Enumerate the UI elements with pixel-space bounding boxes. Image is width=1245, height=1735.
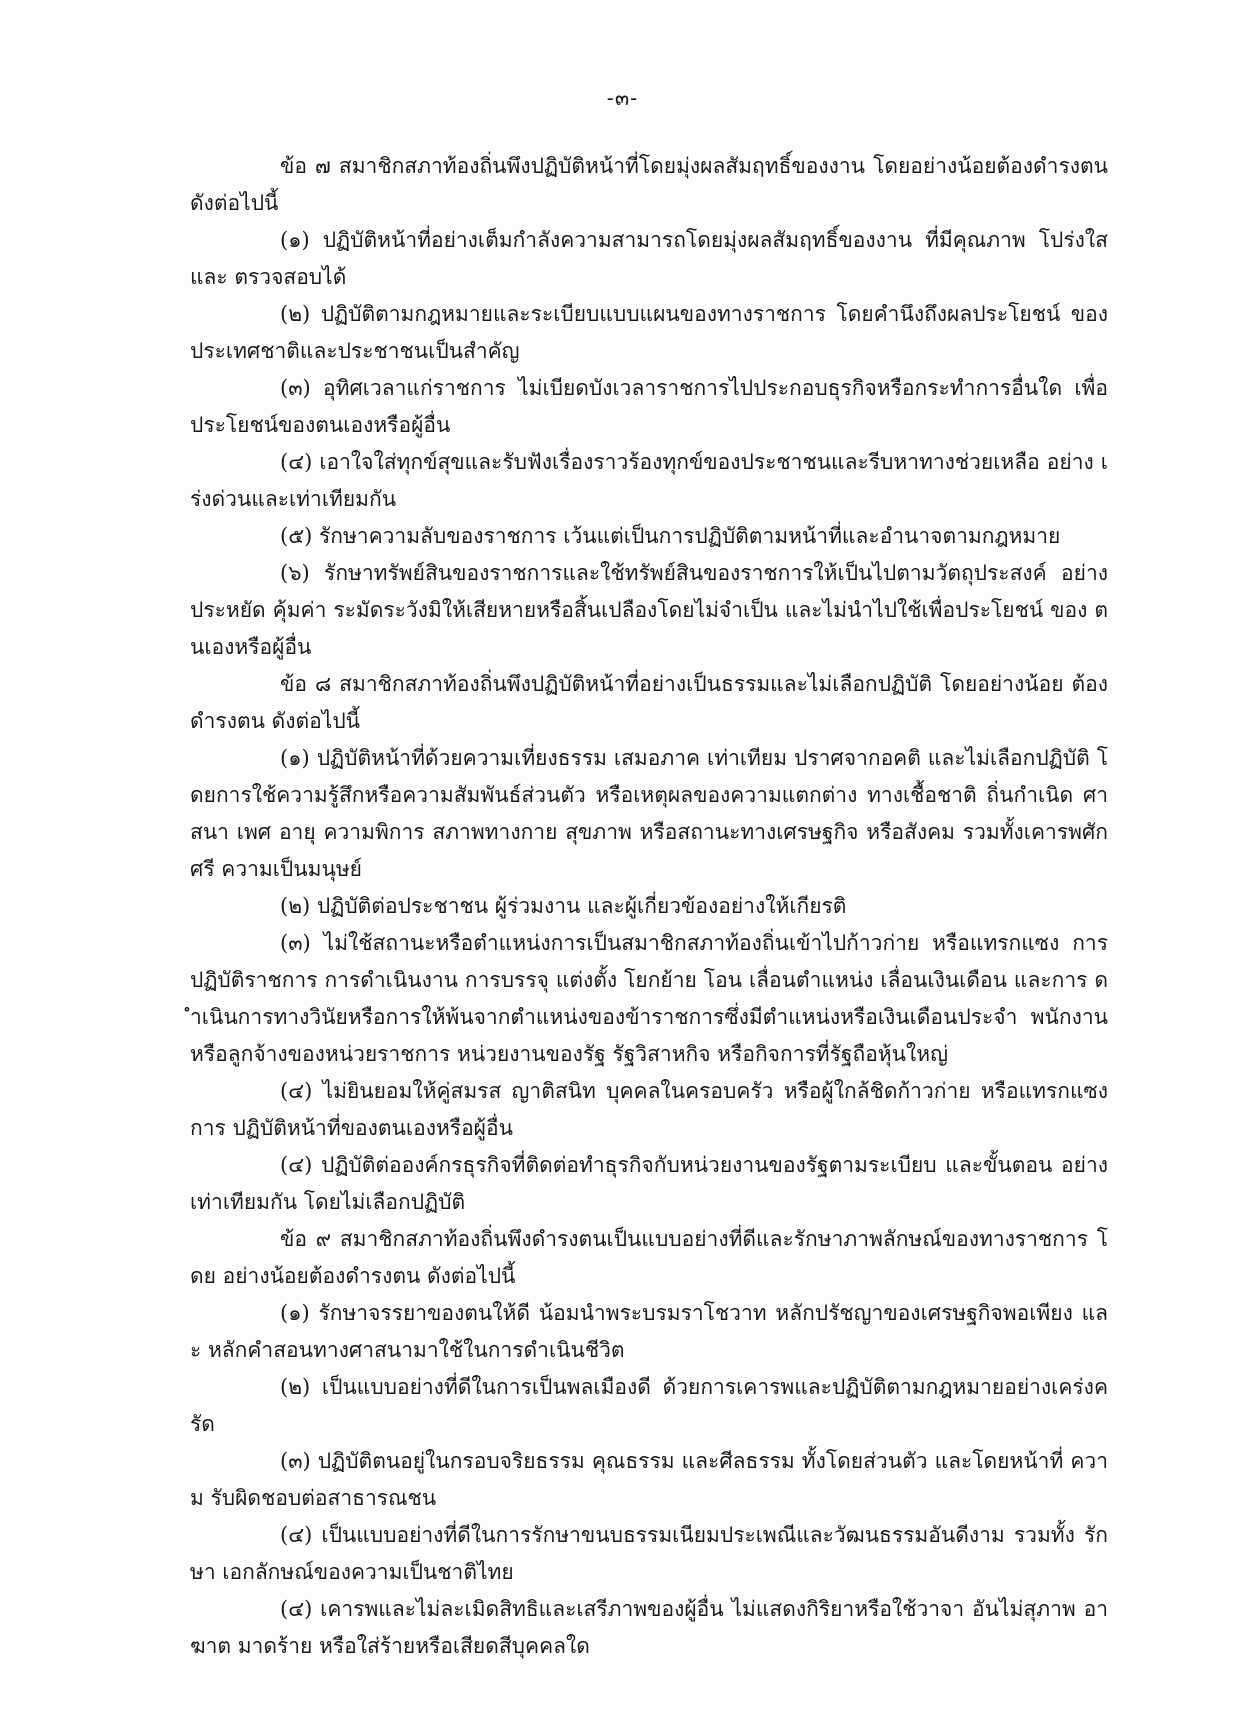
article-8-clause-2: (๒) ปฏิบัติต่อประชาชน ผู้ร่วมงาน และผู้เกี่ยวข้องอย่างให้เกียรติ (280, 894, 847, 918)
page-number: -๓- (606, 86, 639, 110)
article-9-clause-2: (๒) เป็นแบบอย่างที่ดีในการเป็นพลเมืองดี ด้วยการเคารพและปฏิบัติตามกฎหมายอย่างเคร่งครัด (190, 1375, 1108, 1436)
article-8-clause-4: (๔) ไม่ยินยอมให้คู่สมรส ญาติสนิท บุคคลในครอบครัว หรือผู้ใกล้ชิดก้าวก่าย หรือแทรกแซง การ ปฏิบัติหน้าที่ของตนเองหรือผู้อื่น (190, 1079, 1108, 1140)
article-7: ข้อ ๗ สมาชิกสภาท้องถิ่นพึงปฏิบัติหน้าที่โดยมุ่งผลสัมฤทธิ์ของงาน โดยอย่างน้อยต้องดำรงตน ดังต่อไปนี้ (190, 154, 1108, 215)
article-7-clause-3: (๓) อุทิศเวลาแก่ราชการ ไม่เบียดบังเวลาราชการไปประกอบธุรกิจหรือกระทำการอื่นใด เพื่อ ประโยชน์ของตนเองหรือผู้อื่น (190, 376, 1108, 437)
article-7-clause-1: (๑) ปฏิบัติหน้าที่อย่างเต็มกำลังความสามารถโดยมุ่งผลสัมฤทธิ์ของงาน ที่มีคุณภาพ โปร่งใส และ ตรวจสอบได้ (190, 228, 1108, 289)
article-7-clause-5: (๕) รักษาความลับของราชการ เว้นแต่เป็นการปฏิบัติตามหน้าที่และอำนาจตามกฎหมาย (280, 524, 1061, 548)
document-body (190, 148, 1108, 1665)
article-8: ข้อ ๘ สมาชิกสภาท้องถิ่นพึงปฏิบัติหน้าที่อย่างเป็นธรรมและไม่เลือกปฏิบัติ โดยอย่างน้อย ต้อง ดำรงตน ดังต่อไปนี้ (190, 672, 1108, 733)
article-9-clause-3: (๓) ปฏิบัติตนอยู่ในกรอบจริยธรรม คุณธรรม และศีลธรรม ทั้งโดยส่วนตัว และโดยหน้าที่ ความ รับผิดชอบต่อสาธารณชน (190, 1449, 1108, 1510)
article-8-clause-3: (๓) ไม่ใช้สถานะหรือตำแหน่งการเป็นสมาชิกสภาท้องถิ่นเข้าไปก้าวก่าย หรือแทรกแซง การ ปฏิบัติราชการ การดำเนินงาน การบรรจุ แต่งตั้ง โยกย้าย โอน เลื่อนตำแหน่ง เลื่อนเงินเดือน และการ ดำเนินการทางวินัยหรือการให้พ้นจากตำแหน่งของข้าราชการซึ่งมีตำแหน่งหรือเงินเดือนประจำ พนักงาน หรือลูกจ้างของหน่วยราชการ หน่วยงานของรัฐ รัฐวิสาหกิจ หรือกิจการที่รัฐถือหุ้นใหญ่ (190, 931, 1108, 1066)
article-7-clause-2: (๒) ปฏิบัติตามกฎหมายและระเบียบแบบแผนของทางราชการ โดยคำนึงถึงผลประโยชน์ ของ ประเทศชาติและประชาชนเป็นสำคัญ (190, 302, 1108, 363)
article-8-clause-1: (๑) ปฏิบัติหน้าที่ด้วยความเที่ยงธรรม เสมอภาค เท่าเทียม ปราศจากอคติ และไม่เลือกปฏิบัติ โดยการใช้ความรู้สึกหรือความสัมพันธ์ส่วนตัว หรือเหตุผลของความแตกต่าง ทางเชื้อชาติ ถิ่นกำเนิด ศาสนา เพศ อายุ ความพิการ สภาพทางกาย สุขภาพ หรือสถานะทางเศรษฐกิจ หรือสังคม รวมทั้งเคารพศักศรี ความเป็นมนุษย์ (190, 746, 1108, 881)
article-7-clause-6: (๖) รักษาทรัพย์สินของราชการและใช้ทรัพย์สินของราชการให้เป็นไปตามวัตถุประสงค์ อย่าง ประหยัด คุ้มค่า ระมัดระวังมิให้เสียหายหรือสิ้นเปลืองโดยไม่จำเป็น และไม่นำไปใช้เพื่อประโยชน์ ของ ตนเองหรือผู้อื่น (190, 561, 1108, 659)
article-9-clause-4: (๔) เป็นแบบอย่างที่ดีในการรักษาขนบธรรมเนียมประเพณีและวัฒนธรรมอันดีงาม รวมทั้ง รักษา เอกลักษณ์ของความเป็นชาติไทย (190, 1523, 1108, 1584)
article-9: ข้อ ๙ สมาชิกสภาท้องถิ่นพึงดำรงตนเป็นแบบอย่างที่ดีและรักษาภาพลักษณ์ของทางราชการ โดย อย่างน้อยต้องดำรงตน ดังต่อไปนี้ (190, 1227, 1108, 1288)
article-9-clause-1: (๑) รักษาจรรยาของตนให้ดี น้อมนำพระบรมราโชวาท หลักปรัชญาของเศรษฐกิจพอเพียง และ หลักคำสอนทางศาสนามาใช้ในการดำเนินชีวิต (190, 1301, 1108, 1362)
article-9-clause-5: (๔) เคารพและไม่ละเมิดสิทธิและเสรีภาพของผู้อื่น ไม่แสดงกิริยาหรือใช้วาจา อันไม่สุภาพ อาฆาต มาดร้าย หรือใส่ร้ายหรือเสียดสีบุคคลใด (190, 1597, 1108, 1658)
article-7-clause-4: (๔) เอาใจใส่ทุกข์สุขและรับฟังเรื่องราวร้องทุกข์ของประชาชนและรีบหาทางช่วยเหลือ อย่าง เร่งด่วนและเท่าเทียมกัน (190, 450, 1108, 511)
article-8-clause-5: (๔) ปฏิบัติต่อองค์กรธุรกิจที่ติดต่อทำธุรกิจกับหน่วยงานของรัฐตามระเบียบ และขั้นตอน อย่าง เท่าเทียมกัน โดยไม่เลือกปฏิบัติ (190, 1153, 1108, 1214)
